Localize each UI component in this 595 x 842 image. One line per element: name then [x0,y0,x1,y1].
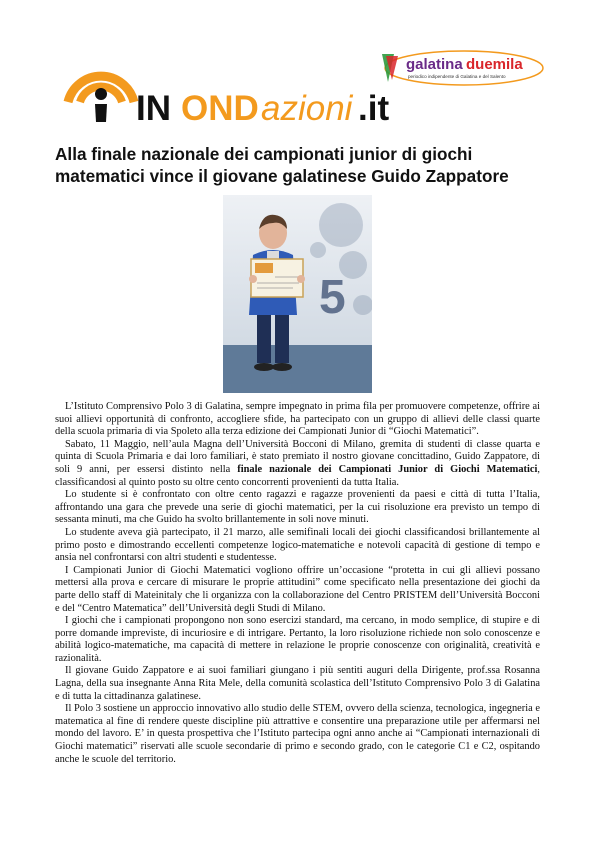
logo-text-duemila: duemila [466,56,523,73]
galatinaduemila-logo [376,48,546,88]
article-paragraph: Lo studente si è confrontato con oltre cento ragazzi e ragazze provenienti da paesi e città di tutta l’Italia, affrontando una gara che prevede una serie di giochi matematici, per la cui risoluzione era previsto un tempo di sessanta minuti, ma che Guido ha svolto brillantemente in soli nove minuti. [55,489,540,526]
article-text: , classificandosi al quinto posto su oltre cento concorrenti provenienti da tutta Italia. [55,463,540,488]
photo-illustration [223,195,372,393]
logo-wordmark-azioni: azioni [261,89,353,128]
galatinaduemila-logo-mark [376,48,546,88]
article-photo [223,195,372,393]
backdrop-number: 5 [319,271,346,324]
logo-figure-head [95,88,107,100]
article-paragraph: Il Polo 3 sostiene un approccio innovativo allo studio delle STEM, ovvero della scienza, tecnologica, ingegneria e matematica al fine di rendere queste discipline più attrattive e consentire una preparazione utile per affermarsi nel mondo del lavoro. E’ in questa prospettiva che l’Istituto partecipa ogni anno anche ai “Campionati internazionali di Giochi matematici” riservati alle scuole secondarie di primo e secondo grado, con le categorie C1 e C2, ospitando anche le scuole del territorio. [55,703,540,765]
article-paragraph: I giochi che i campionati propongono non sono esercizi standard, ma cercano, in modo semplice, di stupire e di porre domande impreviste, di incuriosire e di intrigare. Pertanto, la loro risoluzione richiede non solo conoscenze e abilità logico-matematiche, ma capacità di mettere in relazione le proprie conoscenze con originalità, creatività e razionalità. [55,615,540,664]
article-text: Sabato, 11 Maggio, nell’aula Magna dell’Università Bocconi di Milano, gremita di studenti di classe quarta e quinta di Scuola Primaria e dai loro familiari, è stato premiato il nostro giovane concittadino, Guido Zappatore, di soli 9 anni, per essersi distinto nella [55,438,540,475]
logo-wordmark-tld: .it [358,89,390,128]
inondazioni-logo [62,44,392,130]
article-paragraph: L’Istituto Comprensivo Polo 3 di Galatina, sempre impegnato in prima fila per promuovere competenze, offrire ai suoi allievi opportunità di confronto, accogliere sfide, ha partecipato con un gruppo di allievi delle classi quarte della scuola primaria di via Spoleto alla terza edizione dei Campionati Junior di “Giochi Matematici”. [55,401,540,438]
logo-wordmark-in: IN [136,89,171,128]
inondazioni-logo-mark [62,44,392,130]
article-paragraph: Il giovane Guido Zappatore e ai suoi familiari giungano i più sentiti auguri della Dirigente, prof.ssa Rosanna Lagna, della sua insegnante Anna Rita Mele, della comunità scolastica dell’Istituto Comprensivo Polo 3 di Galatina e di tutta la cittadinanza galatinese. [55,665,540,702]
article-paragraph: I Campionati Junior di Giochi Matematici vogliono offrire un’occasione “protetta in cui gli allievi possano mettersi alla prova e cercare di misurare le proprie attitudini” come specificato nella presentazione dei giochi da parte dello staff di Mateinitaly che li organizza con la collaborazione del Centro PRISTEM dell’Università Bocconi e del “Centro Matematica” dell’Università degli Studi di Milano. [55,564,540,614]
logo-wordmark-ond: OND [181,89,259,128]
article-paragraph: Lo studente aveva già partecipato, il 21 marzo, alle semifinali locali dei giochi classificandosi brillantemente al primo posto e dimostrando eccellenti competenze logico-matematiche e notevoli capacità di gestione di tempo e ansia nel confrontarsi con altri studenti e studentesse. [55,526,540,564]
article-paragraph [55,439,540,489]
article-bold-text: finale nazionale dei Campionati Junior di Giochi Matematici [237,463,538,475]
logo-figure-body [95,104,107,122]
article-body [55,401,540,766]
logo-text-galatina: galatina [406,56,463,73]
logo-tagline: periodico indipendente di Galatina e del Salento [408,74,506,79]
article-headline: Alla finale nazionale dei campionati junior di giochi matematici vince il giovane galatinese Guido Zappatore [55,144,509,186]
